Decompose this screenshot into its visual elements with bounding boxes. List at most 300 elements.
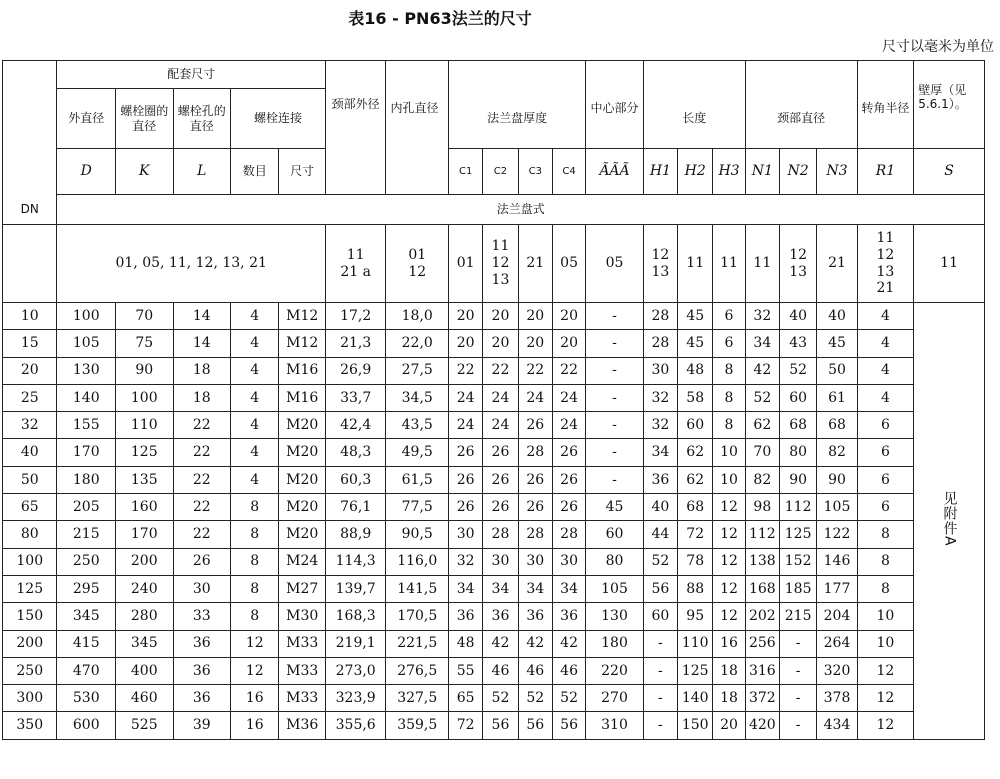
table-cell: 16	[231, 712, 279, 739]
table-cell: 28	[483, 521, 518, 548]
table-cell: 116,0	[386, 548, 449, 575]
table-cell: 33,7	[325, 384, 386, 411]
table-cell: 48	[449, 630, 483, 657]
table-cell: 34	[745, 330, 779, 357]
table-cell: 80	[3, 521, 57, 548]
table-cell: 80	[779, 439, 816, 466]
table-cell: 125	[678, 657, 713, 684]
outer-diameter-header: 外直径	[57, 89, 116, 149]
table-cell: 17,2	[325, 303, 386, 330]
table-cell: 40	[643, 494, 677, 521]
table-cell: 10	[713, 439, 745, 466]
dn-header	[3, 61, 57, 225]
table-row	[3, 384, 985, 411]
table-cell: 220	[586, 657, 644, 684]
types-r1: 11 12 13 21	[857, 225, 914, 303]
table-cell: 130	[586, 603, 644, 630]
table-cell: M20	[279, 466, 325, 493]
table-cell: M36	[279, 712, 325, 739]
length-header	[643, 61, 745, 149]
table-cell: M20	[279, 412, 325, 439]
table-cell: 4	[231, 384, 279, 411]
sym-n1: N1	[745, 149, 779, 195]
table-cell: 170	[57, 439, 116, 466]
table-cell: 100	[116, 384, 174, 411]
length-label: 长度	[682, 111, 707, 125]
table-cell: 20	[713, 712, 745, 739]
table-cell: 36	[449, 603, 483, 630]
table-cell: 58	[678, 384, 713, 411]
table-cell: 52	[518, 685, 552, 712]
table-cell: 36	[518, 603, 552, 630]
table-row	[3, 575, 985, 602]
table-cell: 62	[745, 412, 779, 439]
table-cell: 24	[483, 384, 518, 411]
table-cell: 22	[552, 357, 585, 384]
table-cell: -	[643, 657, 677, 684]
dn-label: DN	[20, 201, 39, 216]
table-cell: 26	[483, 466, 518, 493]
table-row	[3, 548, 985, 575]
table-cell: 55	[449, 657, 483, 684]
table-row	[3, 357, 985, 384]
table-cell: 42	[745, 357, 779, 384]
table-cell: 270	[586, 685, 644, 712]
table-cell: 130	[57, 357, 116, 384]
table-cell: 24	[552, 384, 585, 411]
table-cell: 80	[586, 548, 644, 575]
table-cell: 60	[678, 412, 713, 439]
sym-c2: C2	[483, 149, 518, 195]
table-cell: M12	[279, 303, 325, 330]
table-cell: 600	[57, 712, 116, 739]
table-cell: 345	[116, 630, 174, 657]
table-cell: 32	[3, 412, 57, 439]
sym-d: D	[57, 149, 116, 195]
table-cell: 40	[3, 439, 57, 466]
table-cell: 327,5	[386, 685, 449, 712]
table-cell: 72	[449, 712, 483, 739]
table-cell: 15	[3, 330, 57, 357]
table-cell: 138	[745, 548, 779, 575]
wall-label: 壁厚（见5.6.1）。	[918, 83, 967, 112]
table-cell: 202	[745, 603, 779, 630]
flange-type-header: 法兰盘式	[57, 195, 985, 225]
table-cell: -	[586, 330, 644, 357]
table-cell: 22	[483, 357, 518, 384]
table-cell: 122	[817, 521, 857, 548]
table-cell: 36	[552, 603, 585, 630]
table-cell: 6	[713, 330, 745, 357]
table-cell: 420	[745, 712, 779, 739]
sym-h1: H1	[643, 149, 677, 195]
table-cell: 26	[449, 494, 483, 521]
table-cell: -	[643, 712, 677, 739]
table-cell: 105	[817, 494, 857, 521]
table-cell: 350	[3, 712, 57, 739]
table-cell: 4	[231, 357, 279, 384]
table-cell: 152	[779, 548, 816, 575]
sym-l: L	[173, 149, 231, 195]
table-cell: 355,6	[325, 712, 386, 739]
table-cell: 256	[745, 630, 779, 657]
size-header: 尺寸	[279, 149, 325, 195]
table-cell: 12	[713, 521, 745, 548]
table-cell: 22	[173, 494, 231, 521]
table-cell: 295	[57, 575, 116, 602]
table-cell: 12	[231, 630, 279, 657]
table-cell: 26,9	[325, 357, 386, 384]
table-cell: 30	[552, 548, 585, 575]
sym-n2: N2	[779, 149, 816, 195]
sym-c1: C1	[449, 149, 483, 195]
table-cell: M16	[279, 357, 325, 384]
table-cell: 4	[857, 357, 914, 384]
table-cell: M27	[279, 575, 325, 602]
types-c2: 11 12 13	[483, 225, 518, 303]
table-cell: 276,5	[386, 657, 449, 684]
radius-label: 转角半径	[861, 101, 910, 115]
table-row	[3, 685, 985, 712]
table-cell: 4	[231, 439, 279, 466]
table-cell: 24	[449, 384, 483, 411]
table-cell: 18	[173, 357, 231, 384]
table-cell: 34,5	[386, 384, 449, 411]
table-cell: 22	[173, 521, 231, 548]
table-cell: 300	[3, 685, 57, 712]
table-cell: 36	[173, 630, 231, 657]
bolt-circle-header: 螺栓圈的直径	[116, 89, 174, 149]
table-cell: 530	[57, 685, 116, 712]
table-cell: 20	[449, 330, 483, 357]
hub-header	[586, 61, 644, 149]
bore-header	[386, 61, 449, 195]
table-cell: 8	[231, 548, 279, 575]
table-cell: 52	[643, 548, 677, 575]
table-cell: 125	[779, 521, 816, 548]
table-cell: 82	[817, 439, 857, 466]
table-cell: 95	[678, 603, 713, 630]
table-cell: -	[643, 685, 677, 712]
table-cell: -	[586, 357, 644, 384]
table-cell: 177	[817, 575, 857, 602]
table-cell: 32	[643, 384, 677, 411]
table-cell: 26	[518, 494, 552, 521]
table-cell: 26	[552, 439, 585, 466]
table-row	[3, 412, 985, 439]
table-cell: 18,0	[386, 303, 449, 330]
table-cell: 140	[678, 685, 713, 712]
table-cell: 460	[116, 685, 174, 712]
table-cell: 8	[857, 575, 914, 602]
table-cell: 70	[745, 439, 779, 466]
table-cell: 345	[57, 603, 116, 630]
types-n1: 11	[745, 225, 779, 303]
table-cell: 105	[586, 575, 644, 602]
table-cell: 323,9	[325, 685, 386, 712]
table-cell: 205	[57, 494, 116, 521]
table-cell: 76,1	[325, 494, 386, 521]
table-cell: 8	[713, 357, 745, 384]
table-cell: 34	[449, 575, 483, 602]
table-cell: 4	[857, 303, 914, 330]
sym-h2: H2	[678, 149, 713, 195]
table-cell: 88	[678, 575, 713, 602]
neck-dia-label: 颈部直径	[777, 111, 826, 125]
table-cell: 114,3	[325, 548, 386, 575]
table-cell: 6	[713, 303, 745, 330]
table-cell: 60,3	[325, 466, 386, 493]
table-cell: 42	[552, 630, 585, 657]
table-cell: 26	[173, 548, 231, 575]
table-cell: 180	[586, 630, 644, 657]
table-cell: 28	[518, 439, 552, 466]
table-cell: 215	[57, 521, 116, 548]
table-cell: 36	[643, 466, 677, 493]
table-cell: 310	[586, 712, 644, 739]
table-cell: -	[779, 685, 816, 712]
table-cell: 48	[678, 357, 713, 384]
table-cell: 6	[857, 412, 914, 439]
table-cell: 50	[817, 357, 857, 384]
table-cell: 78	[678, 548, 713, 575]
table-cell: 61	[817, 384, 857, 411]
table-cell: 26	[449, 439, 483, 466]
table-cell: 36	[483, 603, 518, 630]
table-cell: 68	[779, 412, 816, 439]
table-cell: 32	[643, 412, 677, 439]
see-annex-cell	[914, 303, 985, 740]
sym-h3: H3	[713, 149, 745, 195]
types-a: 11 21 a	[325, 225, 386, 303]
table-cell: 10	[3, 303, 57, 330]
table-cell: 12	[713, 575, 745, 602]
table-cell: -	[586, 384, 644, 411]
table-row	[3, 303, 985, 330]
table-cell: 22	[449, 357, 483, 384]
table-cell: -	[779, 657, 816, 684]
table-cell: 264	[817, 630, 857, 657]
table-cell: 24	[483, 412, 518, 439]
table-cell: 155	[57, 412, 116, 439]
table-cell: 22	[173, 412, 231, 439]
table-cell: 168	[745, 575, 779, 602]
flange-thickness-header	[449, 61, 586, 149]
table-cell: 100	[57, 303, 116, 330]
table-cell: 22	[173, 466, 231, 493]
table-cell: 8	[857, 548, 914, 575]
table-cell: 44	[643, 521, 677, 548]
table-cell: 72	[678, 521, 713, 548]
table-cell: M20	[279, 439, 325, 466]
table-cell: 52	[552, 685, 585, 712]
table-cell: 6	[857, 494, 914, 521]
table-cell: 49,5	[386, 439, 449, 466]
table-cell: 34	[552, 575, 585, 602]
table-cell: 60	[643, 603, 677, 630]
sym-c4: C4	[552, 149, 585, 195]
table-cell: 8	[713, 412, 745, 439]
table-cell: 141,5	[386, 575, 449, 602]
table-cell: 200	[3, 630, 57, 657]
table-cell: 28	[518, 521, 552, 548]
table-cell: 372	[745, 685, 779, 712]
see-annex-label: 见附件A	[941, 490, 958, 547]
neck-outer-label: 颈部外径	[331, 97, 380, 111]
table-cell: 65	[449, 685, 483, 712]
table-cell: -	[586, 466, 644, 493]
table-cell: 22	[518, 357, 552, 384]
table-cell: 30	[449, 521, 483, 548]
table-cell: -	[779, 712, 816, 739]
table-cell: 56	[518, 712, 552, 739]
table-cell: 140	[57, 384, 116, 411]
table-cell: 125	[116, 439, 174, 466]
table-cell: 4	[231, 303, 279, 330]
table-cell: 24	[518, 384, 552, 411]
table-cell: 56	[483, 712, 518, 739]
table-cell: M20	[279, 521, 325, 548]
table-cell: 33	[173, 603, 231, 630]
table-cell: 12	[857, 712, 914, 739]
table-cell: 415	[57, 630, 116, 657]
wall-header	[914, 61, 985, 149]
table-cell: 24	[552, 412, 585, 439]
table-cell: 112	[779, 494, 816, 521]
table-cell: 82	[745, 466, 779, 493]
table-cell: M16	[279, 384, 325, 411]
table-cell: 50	[3, 466, 57, 493]
table-row	[3, 330, 985, 357]
hub-label: 中心部分	[590, 101, 639, 115]
table-cell: 185	[779, 575, 816, 602]
table-cell: 10	[713, 466, 745, 493]
table-cell: 88,9	[325, 521, 386, 548]
table-cell: 110	[116, 412, 174, 439]
table-cell: 62	[678, 439, 713, 466]
table-cell: 45	[678, 303, 713, 330]
table-cell: 168,3	[325, 603, 386, 630]
table-cell: 90,5	[386, 521, 449, 548]
table-cell: 180	[57, 466, 116, 493]
table-cell: 43	[779, 330, 816, 357]
unit-note: 尺寸以毫米为单位	[882, 39, 994, 55]
table-cell: 12	[713, 603, 745, 630]
bolting-header: 螺栓连接	[231, 89, 326, 149]
table-cell: 20	[552, 330, 585, 357]
table-cell: 204	[817, 603, 857, 630]
types-c4: 05	[552, 225, 585, 303]
table-cell: 470	[57, 657, 116, 684]
table-cell: 10	[857, 630, 914, 657]
table-cell: 26	[552, 466, 585, 493]
table-cell: 4	[231, 330, 279, 357]
table-cell: 110	[678, 630, 713, 657]
table-cell: 170	[116, 521, 174, 548]
table-cell: 40	[779, 303, 816, 330]
table-cell: 52	[483, 685, 518, 712]
table-cell: 146	[817, 548, 857, 575]
sym-n3: N3	[817, 149, 857, 195]
table-cell: 170,5	[386, 603, 449, 630]
table-cell: 45	[586, 494, 644, 521]
table-cell: 60	[779, 384, 816, 411]
table-cell: M30	[279, 603, 325, 630]
table-cell: 26	[483, 494, 518, 521]
table-row	[3, 466, 985, 493]
types-b1: 01 12	[386, 225, 449, 303]
types-c3: 21	[518, 225, 552, 303]
table-cell: 378	[817, 685, 857, 712]
table-cell: 98	[745, 494, 779, 521]
table-cell: 359,5	[386, 712, 449, 739]
table-cell: 34	[518, 575, 552, 602]
table-cell: 8	[231, 603, 279, 630]
table-cell: -	[586, 439, 644, 466]
table-cell: 100	[3, 548, 57, 575]
table-cell: 215	[779, 603, 816, 630]
types-c1: 01	[449, 225, 483, 303]
table-cell: -	[643, 630, 677, 657]
table-cell: 20	[483, 330, 518, 357]
table-cell: 12	[713, 494, 745, 521]
table-cell: 150	[3, 603, 57, 630]
table-cell: 56	[643, 575, 677, 602]
radius-header	[857, 61, 914, 149]
table-cell: 70	[116, 303, 174, 330]
table-cell: 61,5	[386, 466, 449, 493]
count-header: 数目	[231, 149, 279, 195]
table-cell: 68	[817, 412, 857, 439]
flange-dimensions-table	[2, 60, 985, 740]
table-cell: 77,5	[386, 494, 449, 521]
table-row	[3, 603, 985, 630]
table-cell: 75	[116, 330, 174, 357]
table-cell: 26	[449, 466, 483, 493]
types-n2: 12 13	[779, 225, 816, 303]
table-cell: M33	[279, 685, 325, 712]
table-cell: 22	[173, 439, 231, 466]
table-cell: 219,1	[325, 630, 386, 657]
table-cell: 135	[116, 466, 174, 493]
table-cell: 4	[231, 466, 279, 493]
table-cell: 52	[779, 357, 816, 384]
types-n3: 21	[817, 225, 857, 303]
table-cell: 32	[745, 303, 779, 330]
table-cell: 52	[745, 384, 779, 411]
table-cell: 20	[483, 303, 518, 330]
table-cell: 316	[745, 657, 779, 684]
table-cell: 18	[713, 657, 745, 684]
table-cell: 26	[483, 439, 518, 466]
neck-outer-header	[325, 61, 386, 195]
table-cell: 20	[3, 357, 57, 384]
table-cell: 48,3	[325, 439, 386, 466]
table-cell: 56	[552, 712, 585, 739]
table-cell: 39	[173, 712, 231, 739]
table-cell: M20	[279, 494, 325, 521]
table-cell: 12	[857, 685, 914, 712]
table-cell: 27,5	[386, 357, 449, 384]
table-cell: 320	[817, 657, 857, 684]
table-cell: 12	[857, 657, 914, 684]
table-cell: 22,0	[386, 330, 449, 357]
bolt-hole-header: 螺栓孔的直径	[173, 89, 231, 149]
table-cell: 45	[817, 330, 857, 357]
table-cell: 6	[857, 439, 914, 466]
table-cell: 14	[173, 330, 231, 357]
table-cell: 8	[231, 494, 279, 521]
